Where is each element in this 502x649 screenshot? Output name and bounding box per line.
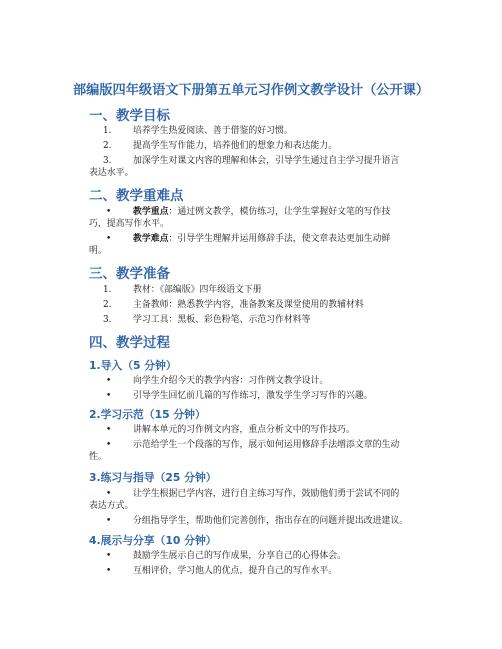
- list-item-text: 培养学生热爱阅读、善于借鉴的好习惯。: [133, 126, 293, 136]
- step-heading: 1.导入（5 分钟）: [89, 359, 177, 372]
- list-marker: 3.: [103, 315, 112, 325]
- step-heading: 2.学习示范（15 分钟）: [89, 408, 206, 421]
- list-item-text: 加深学生对课文内容的理解和体会，引导学生通过自主学习提升语言: [133, 156, 400, 166]
- list-item-text: 引导学生回忆前几篇的写作练习，激发学生学习写作的兴趣。: [133, 391, 373, 401]
- list-marker: 2.: [103, 141, 112, 151]
- list-item-text: 向学生介绍今天的教学内容：习作例文教学设计。: [133, 376, 329, 386]
- bullet-icon: •: [106, 489, 112, 499]
- document-title: 部编版四年级语文下册第五单元习作例文教学设计（公开课）: [72, 83, 430, 98]
- list-item-continuation: 明。: [89, 246, 107, 256]
- section-heading-process: 四、教学过程: [89, 335, 170, 351]
- bullet-icon: •: [106, 376, 112, 386]
- list-item-continuation: 表达方式。: [89, 501, 134, 511]
- list-item-text: 讲解本单元的习作例文内容，重点分析文中的写作技巧。: [133, 425, 355, 435]
- list-marker: 1.: [103, 126, 112, 136]
- bullet-icon: •: [106, 425, 112, 435]
- list-item-text: 教材：《部编版》四年级语文下册: [133, 285, 262, 295]
- bullet-icon: •: [106, 391, 112, 401]
- list-item-text: 教学重点：通过例文教学，模仿练习，让学生掌握好文笔的写作技: [133, 207, 391, 217]
- list-marker: 1.: [103, 285, 112, 295]
- bullet-icon: •: [106, 440, 112, 450]
- section-heading-objectives: 一、教学目标: [89, 108, 170, 124]
- keyword-label: 教学难点: [133, 234, 169, 244]
- keyword-label: 教学重点: [133, 207, 169, 217]
- list-item-continuation: 表达水平。: [89, 168, 134, 178]
- bullet-icon: •: [106, 516, 112, 526]
- list-item-text: 教学难点：引导学生理解并运用修辞手法，使文章表达更加生动鲜: [133, 234, 391, 244]
- bullet-icon: •: [106, 207, 112, 217]
- list-item-text: 互相评价，学习他人的优点，提升自己的写作水平。: [133, 566, 338, 576]
- list-item-continuation: 巧，提高写作水平。: [89, 219, 169, 229]
- list-item-text: 学习工具：黑板、彩色粉笔、示范习作材料等: [133, 315, 311, 325]
- step-heading: 4.展示与分享（10 分钟）: [89, 534, 217, 547]
- list-marker: 2.: [103, 300, 112, 310]
- list-item-text: 鼓励学生展示自己的写作成果，分享自己的心得体会。: [133, 551, 346, 561]
- list-item-text: 示范给学生一个段落的写作，展示如何运用修辞手法增添文章的生动: [133, 440, 400, 450]
- section-heading-key-points: 二、教学重难点: [89, 188, 184, 204]
- bullet-icon: •: [106, 551, 112, 561]
- bullet-icon: •: [106, 234, 112, 244]
- bullet-icon: •: [106, 566, 112, 576]
- list-item-text: 提高学生写作能力，培养他们的想象力和表达能力。: [133, 141, 338, 151]
- step-heading: 3.练习与指导（25 分钟）: [89, 471, 217, 484]
- list-marker: 3.: [103, 156, 112, 166]
- list-item-text: 主备教师：熟悉教学内容，准备教案及课堂使用的教辅材料: [133, 300, 364, 310]
- list-item-continuation: 性。: [89, 452, 107, 462]
- list-item-text: 分组指导学生，帮助他们完善创作，指出存在的问题并提出改进建议。: [133, 516, 409, 526]
- list-item-text: 让学生根据已学内容，进行自主练习写作，鼓励他们勇于尝试不同的: [133, 489, 400, 499]
- section-heading-preparation: 三、教学准备: [89, 266, 170, 282]
